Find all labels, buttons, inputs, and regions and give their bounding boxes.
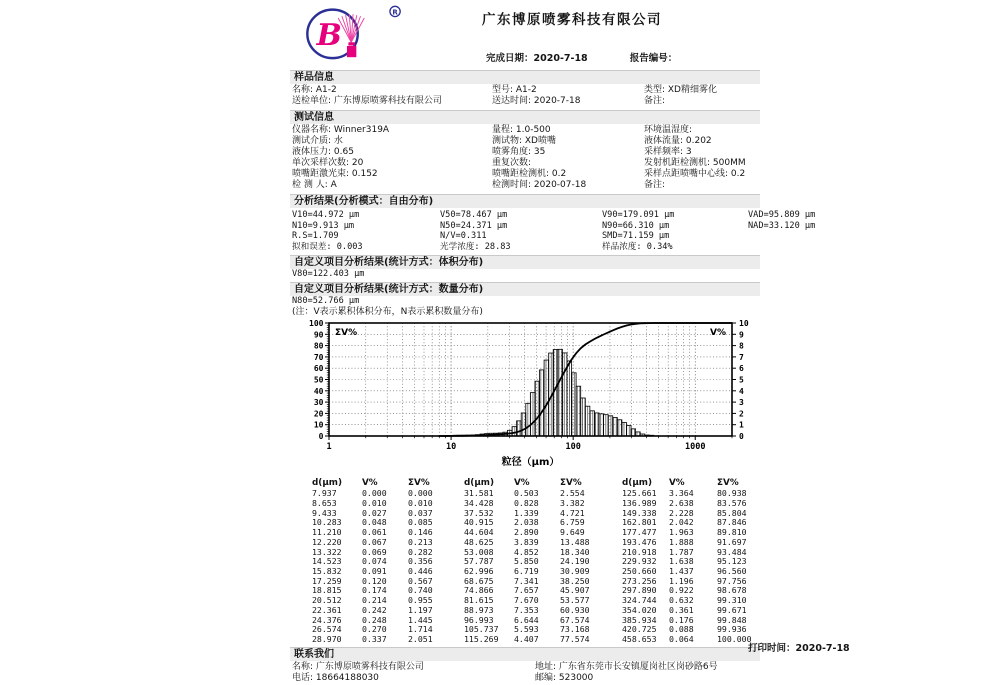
table-cell: 7.937 <box>312 489 362 499</box>
info-cell: 电话: 18664188030 <box>292 673 535 685</box>
table-cell: 1.437 <box>669 567 717 577</box>
table-cell: 105.737 <box>464 625 514 635</box>
particle-data-table <box>290 477 760 644</box>
info-cell: 检 测 人: A <box>292 180 492 191</box>
table-cell: 0.213 <box>408 538 464 548</box>
svg-text:40: 40 <box>314 387 324 396</box>
table-cell: 385.934 <box>622 616 669 626</box>
table-cell: 30.909 <box>560 567 622 577</box>
distribution-note: (注：V表示累积体积分布，N表示累积数量分布) <box>290 307 760 318</box>
table-cell: 2.051 <box>408 635 464 645</box>
table-cell: 2.638 <box>669 499 717 509</box>
table-cell: 324.744 <box>622 596 669 606</box>
table-cell: 24.376 <box>312 616 362 626</box>
company-logo <box>298 3 410 65</box>
section-contact-title: 联系我们 <box>290 647 760 661</box>
table-cell: 0.282 <box>408 548 464 558</box>
info-cell: R.S=1.709 <box>292 231 440 242</box>
table-cell: 4.721 <box>560 509 622 519</box>
table-cell: 77.574 <box>560 635 622 645</box>
svg-text:100: 100 <box>565 442 580 452</box>
table-cell: 18.340 <box>560 548 622 558</box>
table-cell: 13.488 <box>560 538 622 548</box>
table-cell: 13.322 <box>312 548 362 558</box>
particle-size-chart <box>290 319 760 475</box>
table-cell: 0.337 <box>362 635 408 645</box>
table-cell: 0.085 <box>408 518 464 528</box>
info-cell: N50=24.371 μm <box>440 221 602 232</box>
info-cell: N90=66.310 μm <box>602 221 748 232</box>
info-cell: VAD=95.809 μm <box>748 210 858 221</box>
table-cell: 0.000 <box>362 489 408 499</box>
table-body <box>312 489 760 644</box>
table-cell: 136.989 <box>622 499 669 509</box>
svg-text:4: 4 <box>739 387 744 396</box>
table-cell: 8.653 <box>312 499 362 509</box>
table-cell: 100.000 <box>717 635 760 645</box>
table-cell: 458.653 <box>622 635 669 645</box>
table-cell: 3.839 <box>514 538 560 548</box>
table-cell: 1.638 <box>669 557 717 567</box>
table-cell: 0.064 <box>669 635 717 645</box>
table-cell: 0.567 <box>408 577 464 587</box>
table-cell: 162.801 <box>622 518 669 528</box>
sample-info-grid <box>290 84 760 108</box>
table-cell: 0.248 <box>362 616 408 626</box>
table-cell: 0.074 <box>362 557 408 567</box>
table-cell: 0.955 <box>408 596 464 606</box>
svg-text:0: 0 <box>739 432 744 441</box>
table-cell: 98.678 <box>717 586 760 596</box>
registered-mark: R <box>392 8 398 16</box>
table-cell: 420.725 <box>622 625 669 635</box>
table-header-cell: d(μm) <box>622 477 669 489</box>
info-cell: 备注: <box>644 96 762 107</box>
info-cell: 检测时间: 2020-07-18 <box>492 180 644 191</box>
table-cell: 2.038 <box>514 518 560 528</box>
table-header-cell: d(μm) <box>312 477 362 489</box>
table-cell: 40.915 <box>464 518 514 528</box>
chart-svg <box>290 319 760 471</box>
table-cell: 0.361 <box>669 606 717 616</box>
table-cell: 7.670 <box>514 596 560 606</box>
table-cell: 15.832 <box>312 567 362 577</box>
info-cell: 喷嘴距激光束: 0.152 <box>292 169 492 180</box>
table-cell: 0.356 <box>408 557 464 567</box>
table-cell: 81.615 <box>464 596 514 606</box>
table-cell: 4.407 <box>514 635 560 645</box>
table-header-cell: V% <box>669 477 717 489</box>
section-analysis-title: 分析结果(分析模式：自由分布) <box>290 194 760 208</box>
table-cell: 0.242 <box>362 606 408 616</box>
svg-text:3: 3 <box>739 398 744 407</box>
info-cell: N/V=0.311 <box>440 231 602 242</box>
table-cell: 0.048 <box>362 518 408 528</box>
table-cell: 99.848 <box>717 616 760 626</box>
info-cell: 液体压力: 0.65 <box>292 147 492 158</box>
svg-text:8: 8 <box>739 342 744 351</box>
table-cell: 1.445 <box>408 616 464 626</box>
table-cell: 22.361 <box>312 606 362 616</box>
svg-text:ΣV%: ΣV% <box>335 328 357 338</box>
complete-date: 完成日期：2020-7-18 <box>486 50 588 64</box>
svg-text:100: 100 <box>309 319 324 328</box>
svg-text:2: 2 <box>739 410 744 419</box>
svg-text:90: 90 <box>314 331 324 340</box>
table-cell: 229.932 <box>622 557 669 567</box>
table-cell: 0.120 <box>362 577 408 587</box>
svg-text:B: B <box>316 18 342 53</box>
info-cell: 采样点距喷嘴中心线: 0.2 <box>644 169 762 180</box>
table-cell: 1.339 <box>514 509 560 519</box>
table-cell: 12.220 <box>312 538 362 548</box>
table-cell: 57.787 <box>464 557 514 567</box>
svg-text:80: 80 <box>314 342 324 351</box>
table-cell: 1.196 <box>669 577 717 587</box>
table-cell: 1.197 <box>408 606 464 616</box>
table-row <box>312 635 760 645</box>
table-cell: 67.574 <box>560 616 622 626</box>
analysis-grid <box>290 208 760 253</box>
table-cell: 31.581 <box>464 489 514 499</box>
info-cell: 样品浓度: 0.34% <box>602 242 748 253</box>
info-cell: 邮编: 523000 <box>535 673 760 685</box>
info-cell: 单次采样次数: 20 <box>292 158 492 169</box>
spray-logo-icon <box>298 3 410 61</box>
svg-text:1000: 1000 <box>685 442 705 452</box>
table-cell: 7.353 <box>514 606 560 616</box>
table-cell: 73.168 <box>560 625 622 635</box>
info-cell: 发射机距检测机: 500MM <box>644 158 762 169</box>
table-header-cell: ΣV% <box>408 477 464 489</box>
svg-text:10: 10 <box>314 421 324 430</box>
svg-text:1: 1 <box>326 442 331 452</box>
table-cell: 3.382 <box>560 499 622 509</box>
svg-text:20: 20 <box>314 410 324 419</box>
table-cell: 5.593 <box>514 625 560 635</box>
info-cell: 仪器名称: Winner319A <box>292 125 492 136</box>
table-cell: 1.888 <box>669 538 717 548</box>
table-header-cell: ΣV% <box>560 477 622 489</box>
table-cell: 20.512 <box>312 596 362 606</box>
table-cell: 6.644 <box>514 616 560 626</box>
svg-text:10: 10 <box>739 319 749 328</box>
table-cell: 1.714 <box>408 625 464 635</box>
table-cell: 250.660 <box>622 567 669 577</box>
table-cell: 87.846 <box>717 518 760 528</box>
table-cell: 62.996 <box>464 567 514 577</box>
table-cell: 0.027 <box>362 509 408 519</box>
info-cell: 喷嘴距检测机: 0.2 <box>492 169 644 180</box>
table-cell: 53.008 <box>464 548 514 558</box>
svg-text:50: 50 <box>314 376 324 385</box>
table-cell: 2.890 <box>514 528 560 538</box>
table-cell: 9.433 <box>312 509 362 519</box>
table-cell: 0.176 <box>669 616 717 626</box>
table-cell: 45.907 <box>560 586 622 596</box>
table-cell: 7.657 <box>514 586 560 596</box>
info-cell: 地址: 广东省东莞市长安镇厦岗社区岗砂路6号 <box>535 662 760 674</box>
table-header-cell: V% <box>362 477 408 489</box>
table-cell: 37.532 <box>464 509 514 519</box>
table-cell: 6.759 <box>560 518 622 528</box>
report-page <box>290 0 760 666</box>
svg-text:70: 70 <box>314 353 324 362</box>
table-header-cell: ΣV% <box>717 477 760 489</box>
svg-text:0: 0 <box>319 432 324 441</box>
table-cell: 0.088 <box>669 625 717 635</box>
table-cell: 0.632 <box>669 596 717 606</box>
table-cell: 0.828 <box>514 499 560 509</box>
table-cell: 0.446 <box>408 567 464 577</box>
info-cell: N10=9.913 μm <box>292 221 440 232</box>
table-cell: 48.625 <box>464 538 514 548</box>
info-cell: NAD=33.120 μm <box>748 221 858 232</box>
table-cell: 17.259 <box>312 577 362 587</box>
info-cell: 量程: 1.0-500 <box>492 125 644 136</box>
info-cell: 名称: 广东博原喷雾科技有限公司 <box>292 662 535 674</box>
section-test-info-title: 测试信息 <box>290 110 760 124</box>
info-cell: 类型: XD精细雾化 <box>644 85 762 96</box>
table-cell: 11.210 <box>312 528 362 538</box>
table-cell: 38.250 <box>560 577 622 587</box>
table-cell: 0.010 <box>408 499 464 509</box>
table-cell: 297.890 <box>622 586 669 596</box>
table-cell: 80.938 <box>717 489 760 499</box>
info-cell: SMD=71.159 μm <box>602 231 748 242</box>
report-header <box>290 0 760 68</box>
table-cell: 210.918 <box>622 548 669 558</box>
info-cell: 测试介质: 水 <box>292 136 492 147</box>
table-cell: 0.922 <box>669 586 717 596</box>
table-cell: 7.341 <box>514 577 560 587</box>
table-cell: 85.804 <box>717 509 760 519</box>
table-cell: 193.476 <box>622 538 669 548</box>
info-cell: 喷雾角度: 35 <box>492 147 644 158</box>
info-cell: 环境温湿度: <box>644 125 762 136</box>
table-cell: 125.661 <box>622 489 669 499</box>
table-cell: 0.037 <box>408 509 464 519</box>
svg-text:粒径（μm）: 粒径（μm） <box>502 455 560 468</box>
contact-grid <box>290 661 760 685</box>
custom-volume-value: V80=122.403 μm <box>290 269 760 280</box>
svg-text:9: 9 <box>739 331 744 340</box>
table-cell: 0.091 <box>362 567 408 577</box>
table-cell: 24.190 <box>560 557 622 567</box>
table-cell: 93.484 <box>717 548 760 558</box>
table-cell: 177.477 <box>622 528 669 538</box>
table-cell: 273.256 <box>622 577 669 587</box>
table-cell: 18.815 <box>312 586 362 596</box>
table-cell: 44.604 <box>464 528 514 538</box>
table-cell: 95.123 <box>717 557 760 567</box>
table-cell: 0.146 <box>408 528 464 538</box>
table-cell: 99.310 <box>717 596 760 606</box>
table-cell: 91.697 <box>717 538 760 548</box>
custom-number-value: N80=52.766 μm <box>290 296 760 307</box>
info-cell: 备注: <box>644 180 762 191</box>
table-cell: 2.228 <box>669 509 717 519</box>
table-cell: 0.740 <box>408 586 464 596</box>
table-cell: 2.042 <box>669 518 717 528</box>
table-cell: 96.560 <box>717 567 760 577</box>
table-cell: 99.936 <box>717 625 760 635</box>
svg-text:30: 30 <box>314 398 324 407</box>
info-cell: 送检单位: 广东博原喷雾科技有限公司 <box>292 96 492 107</box>
info-cell: 型号: A1-2 <box>492 85 644 96</box>
info-cell: V10=44.972 μm <box>292 210 440 221</box>
svg-text:7: 7 <box>739 353 744 362</box>
table-cell: 0.010 <box>362 499 408 509</box>
table-cell: 3.364 <box>669 489 717 499</box>
table-cell: 28.970 <box>312 635 362 645</box>
table-cell: 97.756 <box>717 577 760 587</box>
info-cell <box>748 242 858 253</box>
section-sample-info-title: 样品信息 <box>290 70 760 84</box>
table-cell: 96.993 <box>464 616 514 626</box>
svg-text:V%: V% <box>710 328 726 338</box>
info-cell: 采样频率: 3 <box>644 147 762 158</box>
svg-text:5: 5 <box>739 376 744 385</box>
report-dateline <box>486 50 677 64</box>
table-cell: 1.787 <box>669 548 717 558</box>
svg-text:6: 6 <box>739 365 744 374</box>
table-cell: 0.000 <box>408 489 464 499</box>
test-info-grid <box>290 124 760 192</box>
table-header-cell: V% <box>514 477 560 489</box>
table-cell: 2.554 <box>560 489 622 499</box>
table-cell: 26.574 <box>312 625 362 635</box>
section-custom-number-title: 自定义项目分析结果(统计方式：数量分布) <box>290 282 760 296</box>
table-cell: 14.523 <box>312 557 362 567</box>
table-cell: 115.269 <box>464 635 514 645</box>
info-cell: 光学浓度: 28.83 <box>440 242 602 253</box>
svg-text:1: 1 <box>739 421 744 430</box>
table-cell: 88.973 <box>464 606 514 616</box>
table-cell: 149.338 <box>622 509 669 519</box>
table-cell: 0.069 <box>362 548 408 558</box>
info-cell: 测试物: XD喷嘴 <box>492 136 644 147</box>
table-cell: 4.852 <box>514 548 560 558</box>
table-cell: 354.020 <box>622 606 669 616</box>
table-cell: 34.428 <box>464 499 514 509</box>
table-cell: 68.675 <box>464 577 514 587</box>
table-cell: 0.214 <box>362 596 408 606</box>
table-cell: 0.503 <box>514 489 560 499</box>
table-header-cell: d(μm) <box>464 477 514 489</box>
info-cell: 液体流量: 0.202 <box>644 136 762 147</box>
svg-text:10: 10 <box>446 442 456 452</box>
table-cell: 0.270 <box>362 625 408 635</box>
info-cell: 名称: A1-2 <box>292 85 492 96</box>
table-cell: 53.577 <box>560 596 622 606</box>
print-time: 打印时间：2020-7-18 <box>748 640 850 654</box>
company-name: 广东博原喷雾科技有限公司 <box>482 8 662 28</box>
info-cell <box>748 231 858 242</box>
info-cell: V90=179.091 μm <box>602 210 748 221</box>
table-cell: 9.649 <box>560 528 622 538</box>
table-cell: 0.067 <box>362 538 408 548</box>
table-cell: 10.283 <box>312 518 362 528</box>
table-cell: 60.930 <box>560 606 622 616</box>
info-cell: 重复次数: <box>492 158 644 169</box>
info-cell: 拟和误差: 0.003 <box>292 242 440 253</box>
svg-text:60: 60 <box>314 365 324 374</box>
table-cell: 89.810 <box>717 528 760 538</box>
table-cell: 5.850 <box>514 557 560 567</box>
table-cell: 0.061 <box>362 528 408 538</box>
table-cell: 99.671 <box>717 606 760 616</box>
table-cell: 6.719 <box>514 567 560 577</box>
section-custom-volume-title: 自定义项目分析结果(统计方式：体积分布) <box>290 255 760 269</box>
table-cell: 74.866 <box>464 586 514 596</box>
report-number: 报告编号： <box>630 50 678 64</box>
table-cell: 0.174 <box>362 586 408 596</box>
info-cell: V50=78.467 μm <box>440 210 602 221</box>
table-cell: 1.963 <box>669 528 717 538</box>
table-cell: 83.576 <box>717 499 760 509</box>
info-cell: 送达时间: 2020-7-18 <box>492 96 644 107</box>
